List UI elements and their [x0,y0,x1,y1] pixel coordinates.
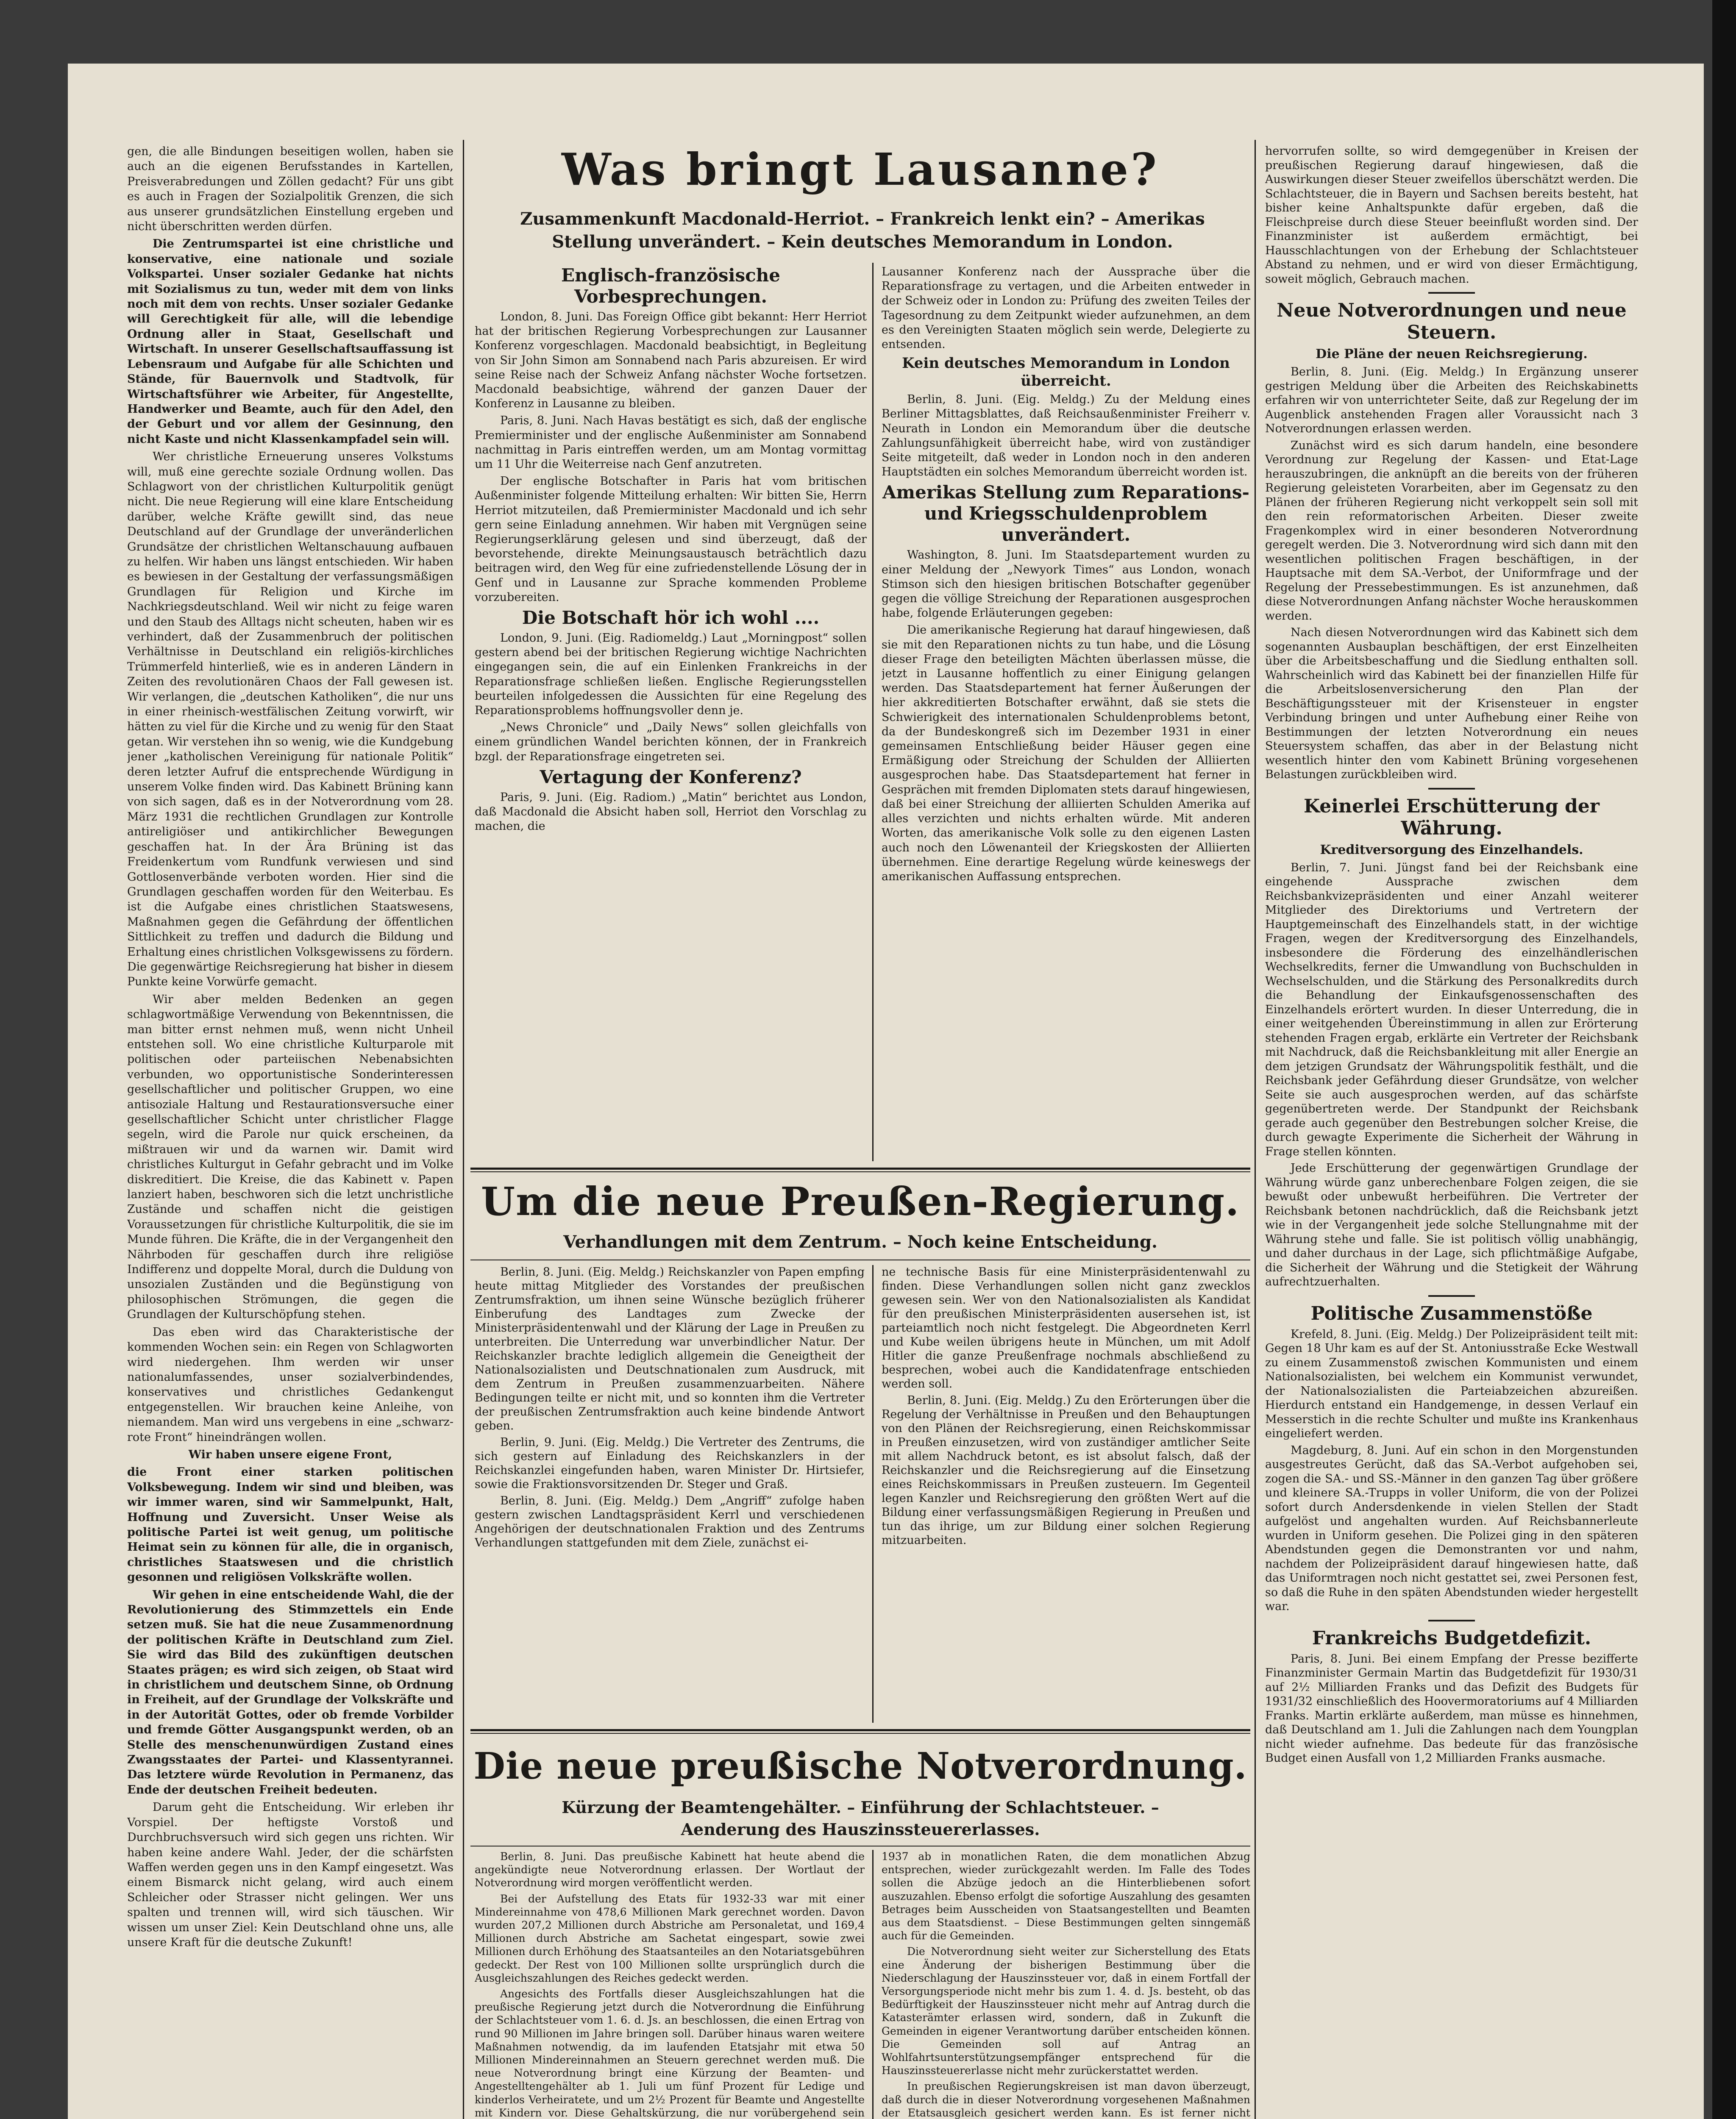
right-paragraph-1: Berlin, 8. Juni. (Eig. Meldg.) In Ergänzung unserer gestrigen Meldung über die Arbeiten des Reichskabinetts erfahren wir von unterrichteter Seite, daß zur Regelung der im Augenblick anstehenden Fragen aller Voraussicht nach 3 Notverordnungen erlassen werden. [1265,365,1638,435]
main-headline: Was bringt Lausanne? [562,143,1159,195]
left-paragraph-7: Wir gehen in eine entscheidende Wahl, die der Revolutionierung des Stimmzettels ein Ende setzen muß. Sie hat die neue Zusammenordnung der politischen Kräfte in Deutschland zum Ziel. Sie wird das Bild des zukünftigen deutschen Staates prägen; es wird sich zeigen, ob Staat wird in christlichem und deutschem Sinne, ob Ordnung in Freiheit, auf der Grundlage der Volkskräfte und in der Autorität Gottes, oder ob fremde Vorbilder und fremde Götter Ausgangspunkt werden, ob an Stelle des menschenunwürdigen Zustand eines Zwangsstaates der Partei- und Klassentyrannei. Das letztere würde Revolution in Permanenz, das Ende der deutschen Freiheit bedeuten. [127,1588,453,1796]
left-paragraph-4: Wir aber melden Bedenken an gegen schlagwortmäßige Verwendung von Bekenntnissen, die man bitter ernst nehmen muß, wenn nicht Unheil entstehen soll. Wo eine christliche Kulturparole mit politischen oder parteiischen Nebenabsichten verbunden, wo opportunistische Sonderinteressen gesellschaftlicher und politischer Gruppen, wo eine antisoziale Haltung und Restaurationsversuche einer gesellschaftlicher Schicht unter christlicher Flagge segeln, wird die Parole nur quick erscheinen, da mißtrauen wir und da warnen wir. Damit wird christliches Kulturgut in Gefahr gebracht und im Volke diskreditiert. Die Kreise, die das Kabinett v. Papen lanziert haben, beschworen sich die letzt unchristliche Zustände und schaffen nicht die geistigen Voraussetzungen für christliche Kulturpolitik, die sie im Munde führen. Die Kräfte, die in der Vergangenheit den Nährboden für geschaffen durch ihre religiöse Indifferenz und doppelte Moral, durch die Duldung von unsozialen Zuständen und die Begünstigung von philosophischen Strömungen, die gegen die Grundlagen der Kulturschöpfung stehen. [127,993,453,1321]
nv-paragraph-3: Angesichts des Fortfalls dieser Ausgleichszahlungen hat die preußische Regierung jetzt durch die Notverordnung die Einführung der Schlachtsteuer vom 1. 6. d. Js. an beschlossen, die einen Ertrag von rund 90 Millionen im Jahre bringen soll. Darüber hinaus waren weitere Maßnahmen notwendig, da im laufenden Etatsjahr mit etwa 50 Millionen Mindereinnahmen an Steuern gerechnet werden muß. Die neue Notverordnung bringt eine Kürzung der Beamten- und Angestelltengehälter ab 1. Juli um fünf Prozent für Ledige und kinderlos Verheiratete, und um 2½ Prozent für Beamte und Angestellte mit Kindern vor. Diese Gehaltskürzung, die nur vorübergehend sein [475,1988,865,2119]
column-rule-notverordnung [872,1850,874,2119]
cl-paragraph-6: Paris, 9. Juni. (Eig. Radiom.) „Matin“ berichtet aus London, daß Macdonald die Absicht haben soll, Herriot den Vorschlag zu machen, die [475,790,867,833]
cr-paragraph-1: Berlin, 8. Juni. (Eig. Meldg.) Zu der Meldung eines Berliner Mittagsblattes, daß Reichsaußenminister Freiherr v. Neurath in London ein Memorandum über die deutsche Zahlungsunfähigkeit überreicht habe, wird von zuständiger Seite mitgeteilt, daß weder in London noch in den anderen Hauptstädten ein solches Memorandum überreicht worden ist. [882,393,1250,479]
right-paragraph-2: Zunächst wird es sich darum handeln, eine besondere Verordnung zur Regelung der Kassen- und Etat-Lage herauszubringen, die anknüpft an die bereits von der früheren Regierung geleisteten Vorarbeiten, aber im Gegensatz zu den Plänen der früheren Regierung nicht verkoppelt sein soll mit den rein reformatorischen Arbeiten. Dieser zweite Fragenkomplex wird in einer besonderen Notverordnung geregelt werden. Die 3. Notverordnung wird sich dann mit den wesentlichen politischen Fragen beschäftigen, in der Hauptsache mit dem SA.-Verbot, der Uniformfrage und der Regelung der Pressebestimmungen. Es ist anzunehmen, daß diese Notverordnungen Anfang nächster Woche herauskommen werden. [1265,439,1638,623]
left-paragraph-3: Wer christliche Erneuerung unseres Volkstums will, muß eine gerechte soziale Ordnung wollen. Das Schlagwort von der christlichen Kulturpolitik genügt nicht. Die neue Regierung will eine klare Entscheidung darüber, welche Kräfte gewillt sind, das neue Deutschland auf der Grundlage der unveränderlichen Grundsätze der christlichen Weltanschauung aufbauen zu helfen. Wir haben uns längst entschieden. Wir haben es bewiesen in der Gestaltung der verfassungsmäßigen Grundlagen für Religion und Kirche im Nachkriegsdeutschland. Weil wir nicht zu feige waren und den Staub des Alltags nicht scheuten, haben wir es verhindert, daß der Zusammenbruch der politischen Verhältnisse in Deutschland ein religiös-kirchliches Trümmerfeld hinterließ, wie es in anderen Ländern in Zeiten des revolutionären Chaos der Fall gewesen ist. Wir verlangen, die „deutschen Katholiken“, die nur uns in einer rheinisch-westfälischen Zeitung vorwirft, wir hätten zu viel für die Kirche und zu wenig für den Staat getan. Wir verstehen ihn so wenig, wie die Kundgebung jener „katholischen Vereinigung für nationale Politik“ deren letzter Aufruf die entsprechende Würdigung in unserem Volke finden wird. Das Kabinett Brüning kann von sich sagen, daß es in der Notverordnung vom 28. März 1931 die rechtlichen Grundlagen zur Kontrolle antireligiöser und antikirchlicher Bewegungen geschaffen hat. In der Ära Brüning ist das Freidenkertum vom Rundfunk verwiesen und sind Gottlosenverbände verboten worden. Hier sind die Grundlagen geschaffen worden für den Weiterbau. Es ist die Aufgabe eines christlichen Staatswesens, Maßnahmen gegen die Gefährdung der öffentlichen Sittlichkeit zu treffen und dadurch die Bildung und Erhaltung eines christlichen Volksgewissens zu fördern. Die gegenwärtige Reichsregierung hat bisher in diesem Punkte keine Vorwürfe gemacht. [127,450,453,989]
column-rule-3 [1255,140,1256,2119]
rule-above-prussia-1 [470,1168,1250,1170]
prussia-paragraph-1: Berlin, 8. Juni. (Eig. Meldg.) Reichskanzler von Papen empfing heute mittag Mitglieder des Vorstandes der preußischen Zentrumsfraktion, um ihnen seine Wünsche bezüglich früherer Einberufung des Landtages zum Zwecke der Ministerpräsidentenwahl und der Klärung der Lage in Preußen zu unterbreiten. Die Unterredung war unverbindlicher Natur. Der Reichskanzler brachte lediglich allgemein die Geneigtheit der Nationalsozialisten und Deutschnationalen zum Ausdruck, mit dem Zentrum in Preußen zusammenzuarbeiten. Nähere Bedingungen teilte er nicht mit, und so konnten ihm die Vertreter der preußischen Zentrumsfraktion auch keine bindende Antwort geben. [475,1265,865,1432]
cl-paragraph-1: London, 8. Juni. Das Foreign Office gibt bekannt: Herr Herriot hat der britischen Regierung Vorbesprechungen zur Lausanner Konferenz vorgeschlagen. Macdonald beabsichtigt, in Begleitung von Sir John Simon am Sonnabend nach Paris abzureisen. Er wird seine Reise nach der Schweiz Anfang nächster Woche fortsetzen. Macdonald beabsichtige, während der ganzen Dauer der Konferenz in Lausanne zu bleiben. [475,310,867,411]
notverordnung-right-column [882,1850,1250,2119]
heading-amerikas-stellung: Amerikas Stellung zum Reparations- und Kriegsschuldenproblem unverändert. [882,482,1249,545]
right-paragraph-8: Paris, 8. Juni. Bei einem Empfang der Presse bezifferte Finanzminister Germain Martin das Budgetdefizit für 1930/31 auf 2½ Milliarden Franks und das Defizit des Budgets für 1931/32 einschließlich des Hoovermoratoriums auf 4 Milliarden Franks. Martin erklärte außerdem, man müsse es hinnehmen, daß Deutschland am 1. Juli die Zahlungen nach dem Youngplan nicht wieder aufnehme. Das bedeute für das französische Budget einen Ausfall von 1,2 Milliarden Franks ausmache. [1265,1652,1638,1765]
subheading-plaene: Die Pläne der neuen Reichsregierung. [1316,347,1588,362]
rule-right-2 [1428,788,1475,790]
prussia-headline: Um die neue Preußen-Regierung. [481,1179,1240,1224]
right-paragraph-7: Magdeburg, 8. Juni. Auf ein schon in den Morgenstunden ausgestreutes Gerücht, daß das SA.-Verbot aufgehoben sei, zogen die SA.- und SS.-Männer in den ganzen Tag über größere und kleinere SA.-Trupps in voller Uniform, die von der Polizei sofort durch Andersdenkende in vielen Stellen der Stadt aufgelöst und angehalten wurden. Auf Reichsbannerleute wurden in Uniform gesehen. Die Polizei ging in den späteren Abendstunden gegen die Demonstranten vor und nahm, nachdem der Polizeipräsident darauf hingewiesen hatte, daß das Uniformtragen noch nicht gestattet sei, zwei Personen fest, so daß die Ruhe in den späten Abendstunden wieder hergestellt war. [1265,1443,1638,1613]
rule-right-1 [1428,292,1475,294]
rule-above-notverordnung-2 [470,1733,1250,1734]
right-paragraph-6: Krefeld, 8. Juni. (Eig. Meldg.) Der Polizeipräsident teilt mit: Gegen 18 Uhr kam es auf der St. Antoniusstraße Ecke Westwall zu einem Zusammenstoß zwischen Kommunisten und einem Nationalsozialisten, bei welchem ein Kommunist verwundet, der Nationalsozialisten die Parteiabzeichen abzureißen. Hierdurch entstand ein Handgemenge, in dessen Verlauf ein Messerstich in die rechte Schulter und mußte ins Krankenhaus eingeliefert werden. [1265,1327,1638,1440]
left-paragraph-5: Das eben wird das Charakteristische der kommenden Wochen sein: ein Regen von Schlagworten wird niedergehen. Ihm werden wir unser nationalumfassendes, unser sozialverbindendes, konservatives und christliches Gedankengut entgegenstellen. Wir brauchen keine Anleihe, von niemandem. Man wird uns vergebens in eine „schwarz-rote Front“ hineindrängen wollen. [127,1325,453,1444]
cr-paragraph-0: Lausanner Konferenz nach der Aussprache über die Reparationsfrage zu vertagen, und die Arbeiten entweder in der Schweiz oder in London zu: Prüfung des zweiten Teiles der Tagesordnung zu dem Zeitpunkt wieder aufzunehmen, an dem es den Vereinigten Staaten möglich sein werde, Delegierte zu entsenden. [882,265,1250,351]
heading-waehrung: Keinerlei Erschütterung der Währung. [1304,795,1600,839]
notverordnung-subheadline-2: Aenderung des Hauszinssteuererlasses. [681,1820,1040,1839]
nv-paragraph-2: Bei der Aufstellung des Etats für 1932-33 war mit einer Mindereinnahme von 478,6 Millionen Mark gerechnet worden. Davon wurden 207,2 Millionen durch Abstriche am Personaletat, und 169,4 Millionen durch Abstriche am Sachetat eingespart, sowie zwei Millionen durch Erhöhung des Staatsanteiles an den Notariatsgebühren gedeckt. Der Rest von 100 Millionen sollte ursprünglich durch die Ausgleichszahlungen des Reiches gedeckt werden. [475,1892,865,1984]
left-paragraph-1: gen, die alle Bindungen beseitigen wollen, haben sie auch an die eigenen Berufsstandes in Kartellen, Preisverabredungen und Zöllen gedacht? Für uns gibt es auch in Fragen der Sozialpolitik Grenzen, die sich aus unserer grundsätzlichen Einstellung ergeben und nicht überschritten werden dürfen. [127,145,453,234]
left-paragraph-8: Darum geht die Entscheidung. Wir erleben ihr Vorspiel. Der heftigste Vorstoß und Durchbruchsversuch wird sich gegen uns richten. Wir haben keine andere Wahl. Jeder, der die schärfsten Waffen werden gegen uns in den Kampf eingesetzt. Was einem Bismarck nicht gelang, wird auch einem Schleicher oder Strasser nicht gelingen. Wer uns spalten und trennen will, wird sich täuschen. Wir wissen um unser Ziel: Kein Deutschland ohne uns, alle unsere Kraft für die deutsche Zukunft! [127,1801,453,1949]
center-right-column [882,265,1250,1159]
left-subheading-front: Wir haben unsere eigene Front, [188,1448,392,1461]
right-paragraph-0: hervorrufen sollte, so wird demgegenüber in Kreisen der preußischen Regierung darauf hingewiesen, daß die Auswirkungen dieser Steuer zweifellos überschätzt werden. Die Schlachtsteuer, die in Bayern und Sachsen bereits besteht, hat bisher keine Anhaltspunkte dafür ergeben, daß die Fleischpreise durch diese Steuer beeinflußt worden sind. Der Finanzminister ist außerdem ermächtigt, bei Hausschlachtungen von der Erhebung der Schlachtsteuer Abstand zu nehmen, und er wird von dieser Ermächtigung, soweit möglich, Gebrauch machen. [1265,145,1638,286]
heading-vertagung: Vertagung der Konferenz? [540,766,802,787]
nv-paragraph-6: In preußischen Regierungskreisen ist man davon überzeugt, daß durch die in dieser Notverordnung vorgesehenen Maßnahmen der Etatsausgleich gesichert werden kann. Es ist ferner nicht [882,2080,1250,2119]
heading-notverordnungen: Neue Notverordnungen und neue Steuern. [1277,300,1627,343]
cl-paragraph-5: „News Chronicle“ und „Daily News“ sollen gleichfalls von einem gründlichen Wandel berichten können, der in Frankreich bzgl. der Reparationsfrage eingetreten sei. [475,721,867,763]
column-rule-1 [463,140,464,2119]
cr-paragraph-2: Washington, 8. Juni. Im Staatsdepartement wurden zu einer Meldung der „Newyork Times“ aus London, wonach Stimson sich den hiesigen britischen Botschafter gegenüber gegen die völlige Streichung der Reparationen ausgesprochen habe, folgende Erläuterungen gegeben: [882,548,1250,620]
subheading-kreditversorgung: Kreditversorgung des Einzelhandels. [1320,842,1583,857]
heading-kein-memorandum: Kein deutsches Memorandum in London überreicht. [902,355,1230,390]
right-paragraph-4: Berlin, 7. Juni. Jüngst fand bei der Reichsbank eine eingehende Aussprache zwischen dem Reichsbankvizepräsidenten und einer Anzahl weiterer Mitglieder des Direktoriums und Vertretern der Hauptgemeinschaft des Einzelhandels statt, in der wichtige Fragen, wegen der Kreditversorgung des Einzelhandels, insbesondere die Förderung des einzelhändlerischen Wechselkredits, ferner die Umwandlung von Buchschulden in Wechselschulden, und die Stärkung des Personalkredits durch die Behandlung der Einkaufsgenossenschaften des Einzelhandels erörtert wurden. In dieser Unterredung, die in einer weitgehenden Übereinstimmung in allen zur Erörterung stehenden Fragen ergab, erklärte ein Vertreter der Reichsbank mit Nachdruck, daß die Reichsbankleitung mit aller Energie an dem jetzigen Grundsatz der Währungspolitik festhält, und die Reichsbank jeder Gefährdung dieser Grundsätze, von welcher Seite sie auch ausgesprochen werden, auf das schärfste gegenübertreten werde. Der Standpunkt der Reichsbank gerade auch gegenüber den Bestrebungen solcher Kreise, die durch gewagte Experimente die Sicherheit der Währung in Frage stellen könnten. [1265,861,1638,1158]
rule-above-notverordnung-1 [470,1729,1250,1731]
column-rule-2 [872,263,874,1161]
page-edge-shadow [1712,0,1736,2119]
center-left-column [475,265,867,1159]
right-paragraph-3: Nach diesen Notverordnungen wird das Kabinett sich dem sogenannten Ausbauplan beschäftigen, der erst Einzelheiten über die Arbeitsbeschaffung und die Siedlung enthalten soll. Wahrscheinlich wird das Kabinett bei der finanziellen Hilfe für die Arbeitslosenversicherung den Plan der Beschäftigungssteuer mit der Krisensteuer in engster Verbindung bringen und unter Aufhebung einer Reihe von Bestimmungen der letzten Notverordnung ein neues Steuersystem schaffen, das aber in der Belastung nicht wesentlich hinter den vom Kabinett Brüning vorgesehenen Belastungen zurückbleiben wird. [1265,626,1638,781]
left-paragraph-6: die Front einer starken politischen Volksbewegung. Indem wir sind und bleiben, was wir immer waren, sind wir Sammelpunkt, Halt, Hoffnung und Zuversicht. Unser Weise als politische Partei ist weit genug, um politische Heimat sein zu können für alle, die in organisch, christliches Staatswesen und die christlich gesonnen und religiösen Volkskräfte wollen. [127,1466,453,1584]
prussia-paragraph-2: Berlin, 9. Juni. (Eig. Meldg.) Die Vertreter des Zentrums, die sich gestern auf Einladung des Reichskanzlers in der Reichskanzlei eingefunden haben, waren Minister Dr. Hirtsiefer, sowie die Fraktionsvorsitzenden Dr. Steger und Graß. [475,1436,865,1491]
right-column [1265,144,1638,2119]
rule-right-4 [1428,1620,1475,1621]
heading-zusammenstoesse: Politische Zusammenstöße [1310,1302,1593,1324]
prussia-paragraph-5: Berlin, 8. Juni. (Eig. Meldg.) Zu den Erörterungen über die Regelung der Verhältnisse in Preußen und den Behauptungen von den Plänen der Reichsregierung, einen Reichskommissar in Preußen einzusetzen, wird von zuständiger amtlicher Seite mit allem Nachdruck betont, es ist absolut falsch, daß der Reichskanzler und die Reichsregierung auf die Einsetzung eines Reichskommissars in Preußen zusteuern. Im Gegenteil legen Kanzler und Reichsregierung den größten Wert auf die Bildung einer verfassungsmäßigen Regierung in Preußen und tun das ihrige, um zur Bildung einer solchen Regierung mitzuarbeiten. [882,1394,1250,1547]
prussia-paragraph-4: ne technische Basis für eine Ministerpräsidentenwahl zu finden. Diese Verhandlungen sollen nicht ganz zwecklos gewesen sein. Wer von den Nationalsozialisten als Kandidat für den preußischen Ministerpräsidenten ausersehen ist, ist parteiamtlich noch nicht festgelegt. Die Abgeordneten Kerrl und Kube weilen übrigens heute in München, um mit Adolf Hitler die ganze Preußenfrage nochmals abschließend zu besprechen, wobei auch die Kandidatenfrage entschieden werden soll. [882,1265,1250,1390]
heading-vorbesprechungen: Englisch-französische Vorbesprechungen. [561,265,780,307]
prussia-subheadline: Verhandlungen mit dem Zentrum. – Noch keine Entscheidung. [563,1232,1157,1252]
left-column [127,144,453,2119]
notverordnung-subheadline-1: Kürzung der Beamtengehälter. – Einführung der Schlachtsteuer. – [562,1798,1159,1817]
nv-paragraph-5: Die Notverordnung sieht weiter zur Sicherstellung des Etats eine Änderung der bisherigen Bestimmung über die Niederschlagung der Hauszinssteuer vor, daß in einem Fortfall der Versorgungsperiode nicht mehr bis zum 1. 4. d. Js. besteht, ob das Bedürftigkeit der Hauszinssteuer nicht mehr auf Antrag durch die Katasterämter erlassen wird, sondern, daß in Zukunft die Gemeinden in eigener Verantwortung darüber entscheiden können. Die Gemeinden soll auf Antrag an Wohlfahrtsunterstützungsempfänger entsprechend für die Hauszinssteuererlasse nicht mehr zurückerstattet werden. [882,1945,1250,2077]
column-rule-prussia [872,1265,874,1723]
right-paragraph-5: Jede Erschütterung der gegenwärtigen Grundlage der Währung würde ganz unberechenbare Folgen zeigen, die sie bewußt oder unbewußt herbeiführen. Die Vertreter der Reichsbank betonen nachdrücklich, daß die Reichsbank jetzt wie in der Vergangenheit jede solche Stellungnahme mit der Währung stehe und falle. Sie ist politisch völlig unabhängig, und daher durchaus in der Lage, sich pflichtmäßige Aufgabe, die Sicherheit der Währung und die Stetigkeit der Währung aufrechtzuerhalten. [1265,1162,1638,1288]
cl-paragraph-2: Paris, 8. Juni. Nach Havas bestätigt es sich, daß der englische Premierminister und der englische Außenminister am Sonnabend nachmittag in Paris eintreffen werden, um am Montag vormittag um 11 Uhr die Weiterreise nach Genf anzutreten. [475,414,867,471]
nv-paragraph-1: Berlin, 8. Juni. Das preußische Kabinett hat heute abend die angekündigte neue Notverordnung erlassen. Der Wortlaut der Notverordnung wird morgen veröffentlicht werden. [475,1850,865,1889]
notverordnung-headline: Die neue preußische Notverordnung. [473,1745,1247,1788]
left-paragraph-2: Die Zentrumspartei ist eine christliche und konservative, eine nationale und soziale Volkspartei. Unser sozialer Gedanke hat nichts mit Sozialismus zu tun, weder mit dem von links noch mit dem von rechts. Unser sozialer Gedanke will Gerechtigkeit für alle, will die lebendige Ordnung aller in Staat, Gesellschaft und Wirtschaft. In unserer Gesellschaftsauffassung ist Lebensraum und Aufgabe für alle Schichten und Stände, für Bauernvolk und Stadtvolk, für Wirtschaftsführer wie Arbeiter, für Angestellte, Handwerker und Beamte, auch für den Adel, den der Geburt und vor allem der Gesinnung, den nicht Kaste und nicht Klassenkampfadel sein will. [127,237,453,446]
prussia-paragraph-3: Berlin, 8. Juni. (Eig. Meldg.) Dem „Angriff“ zufolge haben gestern zwischen Landtagspräsident Kerrl und verschiedenen Angehörigen der deutschnationalen Fraktion und des Zentrums Verhandlungen stattgefunden mit dem Ziele, zunächst ei- [475,1494,865,1549]
heading-botschaft: Die Botschaft hör ich wohl .... [522,607,820,628]
rule-right-3 [1428,1295,1475,1297]
notverordnung-left-column [475,1850,865,2119]
prussia-left-column [475,1265,865,1723]
nv-paragraph-4: 1937 ab in monatlichen Raten, die dem monatlichen Abzug entsprechen, wieder zurückgezahlt werden. Im Falle des Todes sollen die Abzüge jedoch an die Hinterbliebenen sofort auszuzahlen. Ebenso erfolgt die sofortige Auszahlung des gesamten Betrages beim Ausscheiden von Staatsangestellten und Beamten aus dem Staatsdienst. – Diese Bestimmungen gelten sinngemäß auch für die Gemeinden. [882,1850,1250,1942]
cl-paragraph-4: London, 9. Juni. (Eig. Radiomeldg.) Laut „Morningpost“ sollen gestern abend bei der britischen Regierung wichtige Nachrichten eingegangen sein, die auf ein Einlenken Frankreichs in der Reparationsfrage schließen ließen. Englische Regierungsstellen beurteilen infolgedessen die Aussichten für eine Regelung des Reparationsproblems hoffnungsvoller denn je. [475,631,867,717]
heading-budgetdefizit: Frankreichs Budgetdefizit. [1312,1627,1591,1649]
rule-above-prussia-2 [470,1171,1250,1172]
cr-paragraph-3: Die amerikanische Regierung hat darauf hingewiesen, daß sie mit den Reparationen nichts zu tun habe, und die Lösung dieser Frage den beteiligten Mächten überlassen müsse, die jetzt in Lausanne hoffentlich zu einer Einigung gelangen werden. Das Staatsdepartement hat ferner Äußerungen der hier akkreditierten Botschafter erwähnt, daß sie stets die Schwierigkeit des internationalen Schuldenproblems betont, da der Bundeskongreß sich im Dezember 1931 in einer gemeinsamen Entschließung beider Häuser gegen eine Ermäßigung oder Streichung der Schulden der Alliierten ausgesprochen habe. Das Staatsdepartement hat ferner in Gesprächen mit fremden Diplomaten stets darauf hingewiesen, daß bei einer Streichung der alliierten Schulden Amerika auf alles verzichten und nichts erhalten würde. Mit anderen Worten, das amerikanische Volk solle zu den eigenen Lasten auch noch den Löwenanteil der Kriegskosten der Alliierten übernehmen. Eine derartige Regelung würde keineswegs der amerikanischen Auffassung entsprechen. [882,623,1250,883]
main-subheadline: Zusammenkunft Macdonald-Herriot. – Frankreich lenkt ein? – Amerikas Stellung unverändert. – Kein deutsches Memorandum in London. [520,209,1205,252]
prussia-right-column [882,1265,1250,1723]
cl-paragraph-3: Der englische Botschafter in Paris hat vom britischen Außenminister folgende Mitteilung erhalten: Wir bitten Sie, Herrn Herriot mitzuteilen, daß Premierminister Macdonald und ich sehr gern seine Einladung annehmen. Wir haben mit Vergnügen seine Regierungserklärung gelesen und sind überzeugt, daß der bevorstehende, direkte Meinungsaustausch beträchtlich dazu beitragen wird, den Weg für eine zufriedenstellende Lösung der in Genf und in Lausanne zur Sprache kommenden Probleme vorzubereiten. [475,475,867,604]
